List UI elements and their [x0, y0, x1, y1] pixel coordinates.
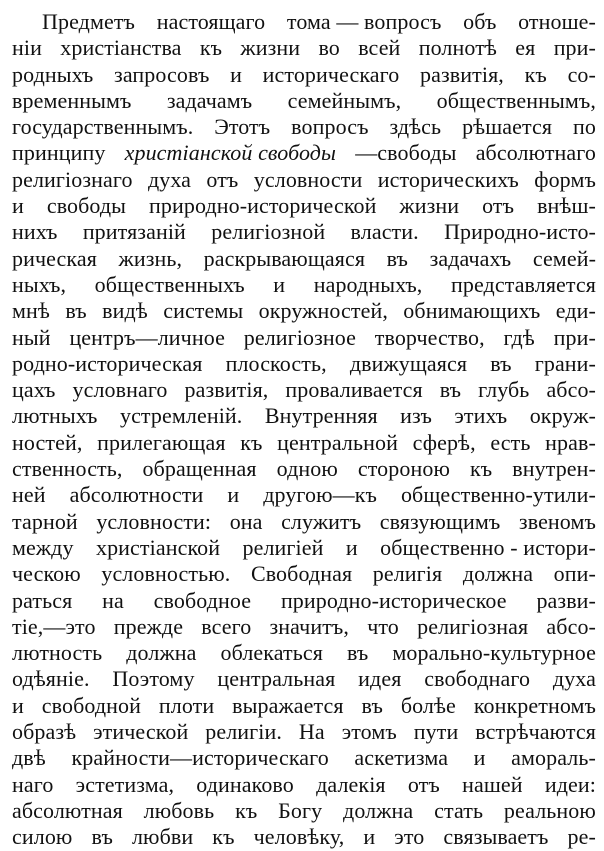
word: конкретномъ [473, 692, 596, 718]
word: религiозной [211, 219, 326, 245]
word: Поэтому [112, 666, 195, 692]
word: этической [93, 719, 189, 745]
word: ре- [567, 824, 596, 850]
word: запросовъ [114, 61, 210, 87]
word: гдѣ [503, 324, 535, 350]
word: что [367, 613, 399, 639]
word: родныхъ [12, 61, 94, 87]
word: этомъ [341, 719, 397, 745]
word: абсолютная [12, 797, 123, 823]
text-line [12, 351, 596, 377]
word: облекаться [220, 640, 323, 666]
word: условностью. [101, 561, 231, 587]
word: къ [524, 61, 547, 87]
word: историческаго [262, 61, 400, 87]
word: при- [553, 35, 596, 61]
word: тiе,—это [12, 613, 96, 639]
word: Внутренняя [264, 403, 378, 429]
word: христiанства [60, 35, 182, 61]
word: въ [346, 640, 369, 666]
text-line [12, 377, 596, 403]
word: свободнаго [424, 666, 531, 692]
word: внѣш- [537, 193, 596, 219]
text-line [12, 62, 596, 88]
word: Свободная [250, 561, 353, 587]
word: религiозная [417, 613, 529, 639]
word: одинаково [196, 771, 294, 797]
word: далекiя [316, 771, 386, 797]
word: нрав- [545, 429, 596, 455]
word: природно-историческое [280, 587, 507, 613]
text-line [12, 693, 596, 719]
word: внутрен- [512, 456, 596, 482]
word: наго [12, 771, 54, 797]
word: и [473, 745, 486, 771]
word: государственнымъ. [12, 114, 194, 140]
word: связываетъ [443, 824, 549, 850]
word: амораль- [511, 745, 596, 771]
text-line [12, 824, 596, 850]
word: жизнь, [118, 245, 183, 271]
word: стороною [357, 456, 450, 482]
word: отъ [206, 166, 239, 192]
text-line [12, 35, 596, 61]
text-line [12, 719, 596, 745]
word: движущаяся [349, 350, 468, 376]
word: должна [343, 797, 414, 823]
word: образѣ [12, 719, 77, 745]
word: любовь [143, 797, 215, 823]
text-line [12, 403, 596, 429]
word: представляется [451, 271, 596, 297]
word: звеномъ [518, 508, 596, 534]
word: родно-историческая [12, 350, 203, 376]
word: она [229, 508, 263, 534]
word: въ [361, 692, 383, 718]
word: всего [201, 613, 252, 639]
word: нашей [462, 771, 523, 797]
word: рѣшается [462, 114, 553, 140]
word: стать [434, 797, 484, 823]
word: духа [552, 666, 596, 692]
word: опи- [553, 561, 596, 587]
word: духа [147, 166, 192, 192]
word: проваливается [285, 377, 423, 403]
word: въ [65, 298, 87, 324]
word: къ [212, 824, 235, 850]
word: отъ [482, 193, 515, 219]
word: и [227, 482, 240, 508]
word: ней [12, 482, 46, 508]
word: нихъ [12, 219, 58, 245]
word: идея [358, 666, 402, 692]
word: народныхъ, [313, 271, 423, 297]
word: реальною [503, 797, 596, 823]
word: задачамъ [166, 87, 253, 113]
italic-phrase: христiанской свободы [124, 140, 337, 166]
word: историческихъ [377, 166, 519, 192]
word: служитъ [281, 508, 362, 534]
word: тарной [12, 508, 78, 534]
word: аскетизма [354, 745, 449, 771]
word: разви- [536, 587, 596, 613]
word: абсолютнаго [475, 140, 596, 166]
word: двѣ [12, 745, 46, 771]
word: силою [12, 824, 73, 850]
word: во [318, 35, 340, 61]
word: условности [253, 166, 363, 192]
word: другою—къ [263, 482, 377, 508]
word: связующимъ [379, 508, 501, 534]
word: —свободы [355, 140, 457, 166]
word: религiозное [243, 324, 356, 350]
word: рическая [12, 245, 97, 271]
word: ностей, [12, 429, 83, 455]
word: полнотѣ [418, 35, 497, 61]
word: задачахъ [429, 245, 512, 271]
word: общественныхъ [94, 271, 245, 297]
word: со- [567, 61, 596, 87]
word: изъ [400, 403, 432, 429]
text-line [12, 167, 596, 193]
text-line [12, 88, 596, 114]
word: и [363, 824, 376, 850]
word: должна [126, 640, 197, 666]
word: лютныхъ [12, 403, 98, 429]
word: здѣсь [389, 114, 442, 140]
word: и [230, 61, 242, 87]
word: формъ [534, 166, 596, 192]
text-line [12, 798, 596, 824]
word: морально-культурное [392, 640, 596, 666]
word: въ [386, 245, 409, 271]
word: объ [463, 9, 497, 34]
word: На [298, 719, 325, 745]
word: въ [91, 824, 113, 850]
word: общественно - истори- [380, 534, 596, 560]
word: сферѣ, [412, 429, 476, 455]
word: прежде [113, 613, 184, 639]
word: ственность, [12, 456, 123, 482]
word: эстетизма, [75, 771, 175, 797]
body-paragraph [12, 9, 596, 851]
word: еди- [555, 298, 596, 324]
word: любви [131, 824, 194, 850]
word: обращенная [142, 456, 257, 482]
text-line [12, 9, 596, 35]
word: на [102, 587, 124, 613]
word: есть [490, 429, 531, 455]
word: настоящаго [156, 9, 266, 34]
word: центральная [217, 666, 336, 692]
text-line [12, 588, 596, 614]
word: въ [439, 377, 462, 403]
word: выражается [232, 692, 344, 718]
word: встрѣчаются [475, 719, 596, 745]
word: христiанской [95, 534, 221, 560]
word: условнаго [72, 377, 168, 403]
text-line [12, 272, 596, 298]
word: въ [490, 350, 512, 376]
word: центръ—личное [69, 324, 225, 350]
word: раскрывающаяся [203, 245, 366, 271]
word: къ [240, 429, 263, 455]
word: ныхъ, [12, 271, 67, 297]
text-line [12, 246, 596, 272]
word: глубь [478, 377, 530, 403]
text-line [12, 772, 596, 798]
word: къ [235, 797, 258, 823]
text-line [12, 509, 596, 535]
word: одною [276, 456, 338, 482]
word: жизни [399, 193, 460, 219]
word: одѣянiе. [12, 666, 90, 692]
word: окружностей, [258, 298, 388, 324]
word: грани- [534, 350, 596, 376]
word: болѣе [400, 692, 456, 718]
word: пути [413, 719, 459, 745]
word: временнымъ [12, 87, 132, 113]
word: и [12, 692, 24, 718]
word: отъ [407, 771, 440, 797]
word: религiей [242, 534, 324, 560]
word: общественно-утили- [400, 482, 596, 508]
word: семейнымъ, [287, 87, 402, 113]
word: къ [470, 456, 493, 482]
word: плоскость, [225, 350, 327, 376]
word: идеи: [544, 771, 596, 797]
word: абсо- [546, 377, 596, 403]
text-line [12, 535, 596, 561]
word: вопросъ [291, 114, 369, 140]
text-line [12, 614, 596, 640]
word: развитiя, [184, 377, 269, 403]
word: устремленiй. [119, 403, 243, 429]
word: Предметъ [42, 9, 136, 34]
word: и [345, 534, 358, 560]
word: природно-исторической [149, 193, 377, 219]
text-line [12, 325, 596, 351]
word: системы [163, 298, 244, 324]
word: къ [199, 35, 223, 61]
word: свободное [153, 587, 252, 613]
word: притязанiй [82, 219, 186, 245]
word: нiи [12, 35, 42, 61]
word: ея [515, 35, 536, 61]
text-line [12, 430, 596, 456]
word: власти. [350, 219, 419, 245]
word: обнимающихъ [403, 298, 541, 324]
word: окруж- [529, 403, 596, 429]
word: при- [553, 324, 596, 350]
text-line [12, 745, 596, 771]
word: абсо- [546, 613, 596, 639]
word: религiя [372, 561, 443, 587]
text-line [12, 482, 596, 508]
text-line [12, 114, 596, 140]
text-line [12, 666, 596, 692]
text-line [12, 298, 596, 324]
word: Богу [278, 797, 323, 823]
word: значитъ, [269, 613, 349, 639]
word: плоти [158, 692, 215, 718]
word: центральной [277, 429, 398, 455]
word: этихъ [454, 403, 508, 429]
text-line [12, 640, 596, 666]
word: видѣ [102, 298, 148, 324]
word: прилегающая [97, 429, 226, 455]
word: раться [12, 587, 73, 613]
word: принципу [12, 140, 106, 166]
word: Этотъ [214, 114, 271, 140]
word: между [12, 534, 74, 560]
text-line [12, 456, 596, 482]
word: это [394, 824, 425, 850]
word: тома — вопросъ [286, 9, 442, 34]
word: крайности—историческаго [71, 745, 329, 771]
word: и [12, 193, 24, 219]
word: творчество, [374, 324, 485, 350]
word: лютность [12, 640, 103, 666]
word: по [572, 114, 596, 140]
word: и [273, 271, 286, 297]
word: должна [462, 561, 534, 587]
word: религiознаго [12, 166, 133, 192]
word: религiи. [205, 719, 282, 745]
word: свободы [46, 193, 127, 219]
word: отноше- [518, 9, 596, 34]
word: общественнымъ, [436, 87, 596, 113]
word: цахъ [12, 377, 56, 403]
text-line [12, 193, 596, 219]
word: жизни [240, 35, 301, 61]
word: мнѣ [12, 298, 50, 324]
word: всей [358, 35, 401, 61]
word: условности: [96, 508, 212, 534]
word: Природно-исто- [444, 219, 596, 245]
text-line [12, 219, 596, 245]
word: ческою [12, 561, 81, 587]
text-line [12, 561, 596, 587]
word: человѣку, [253, 824, 345, 850]
word: развитiя, [420, 61, 504, 87]
text-line [12, 140, 596, 166]
word: свободной [41, 692, 141, 718]
word: семей- [532, 245, 596, 271]
word: ный [12, 324, 51, 350]
word: абсолютности [69, 482, 204, 508]
